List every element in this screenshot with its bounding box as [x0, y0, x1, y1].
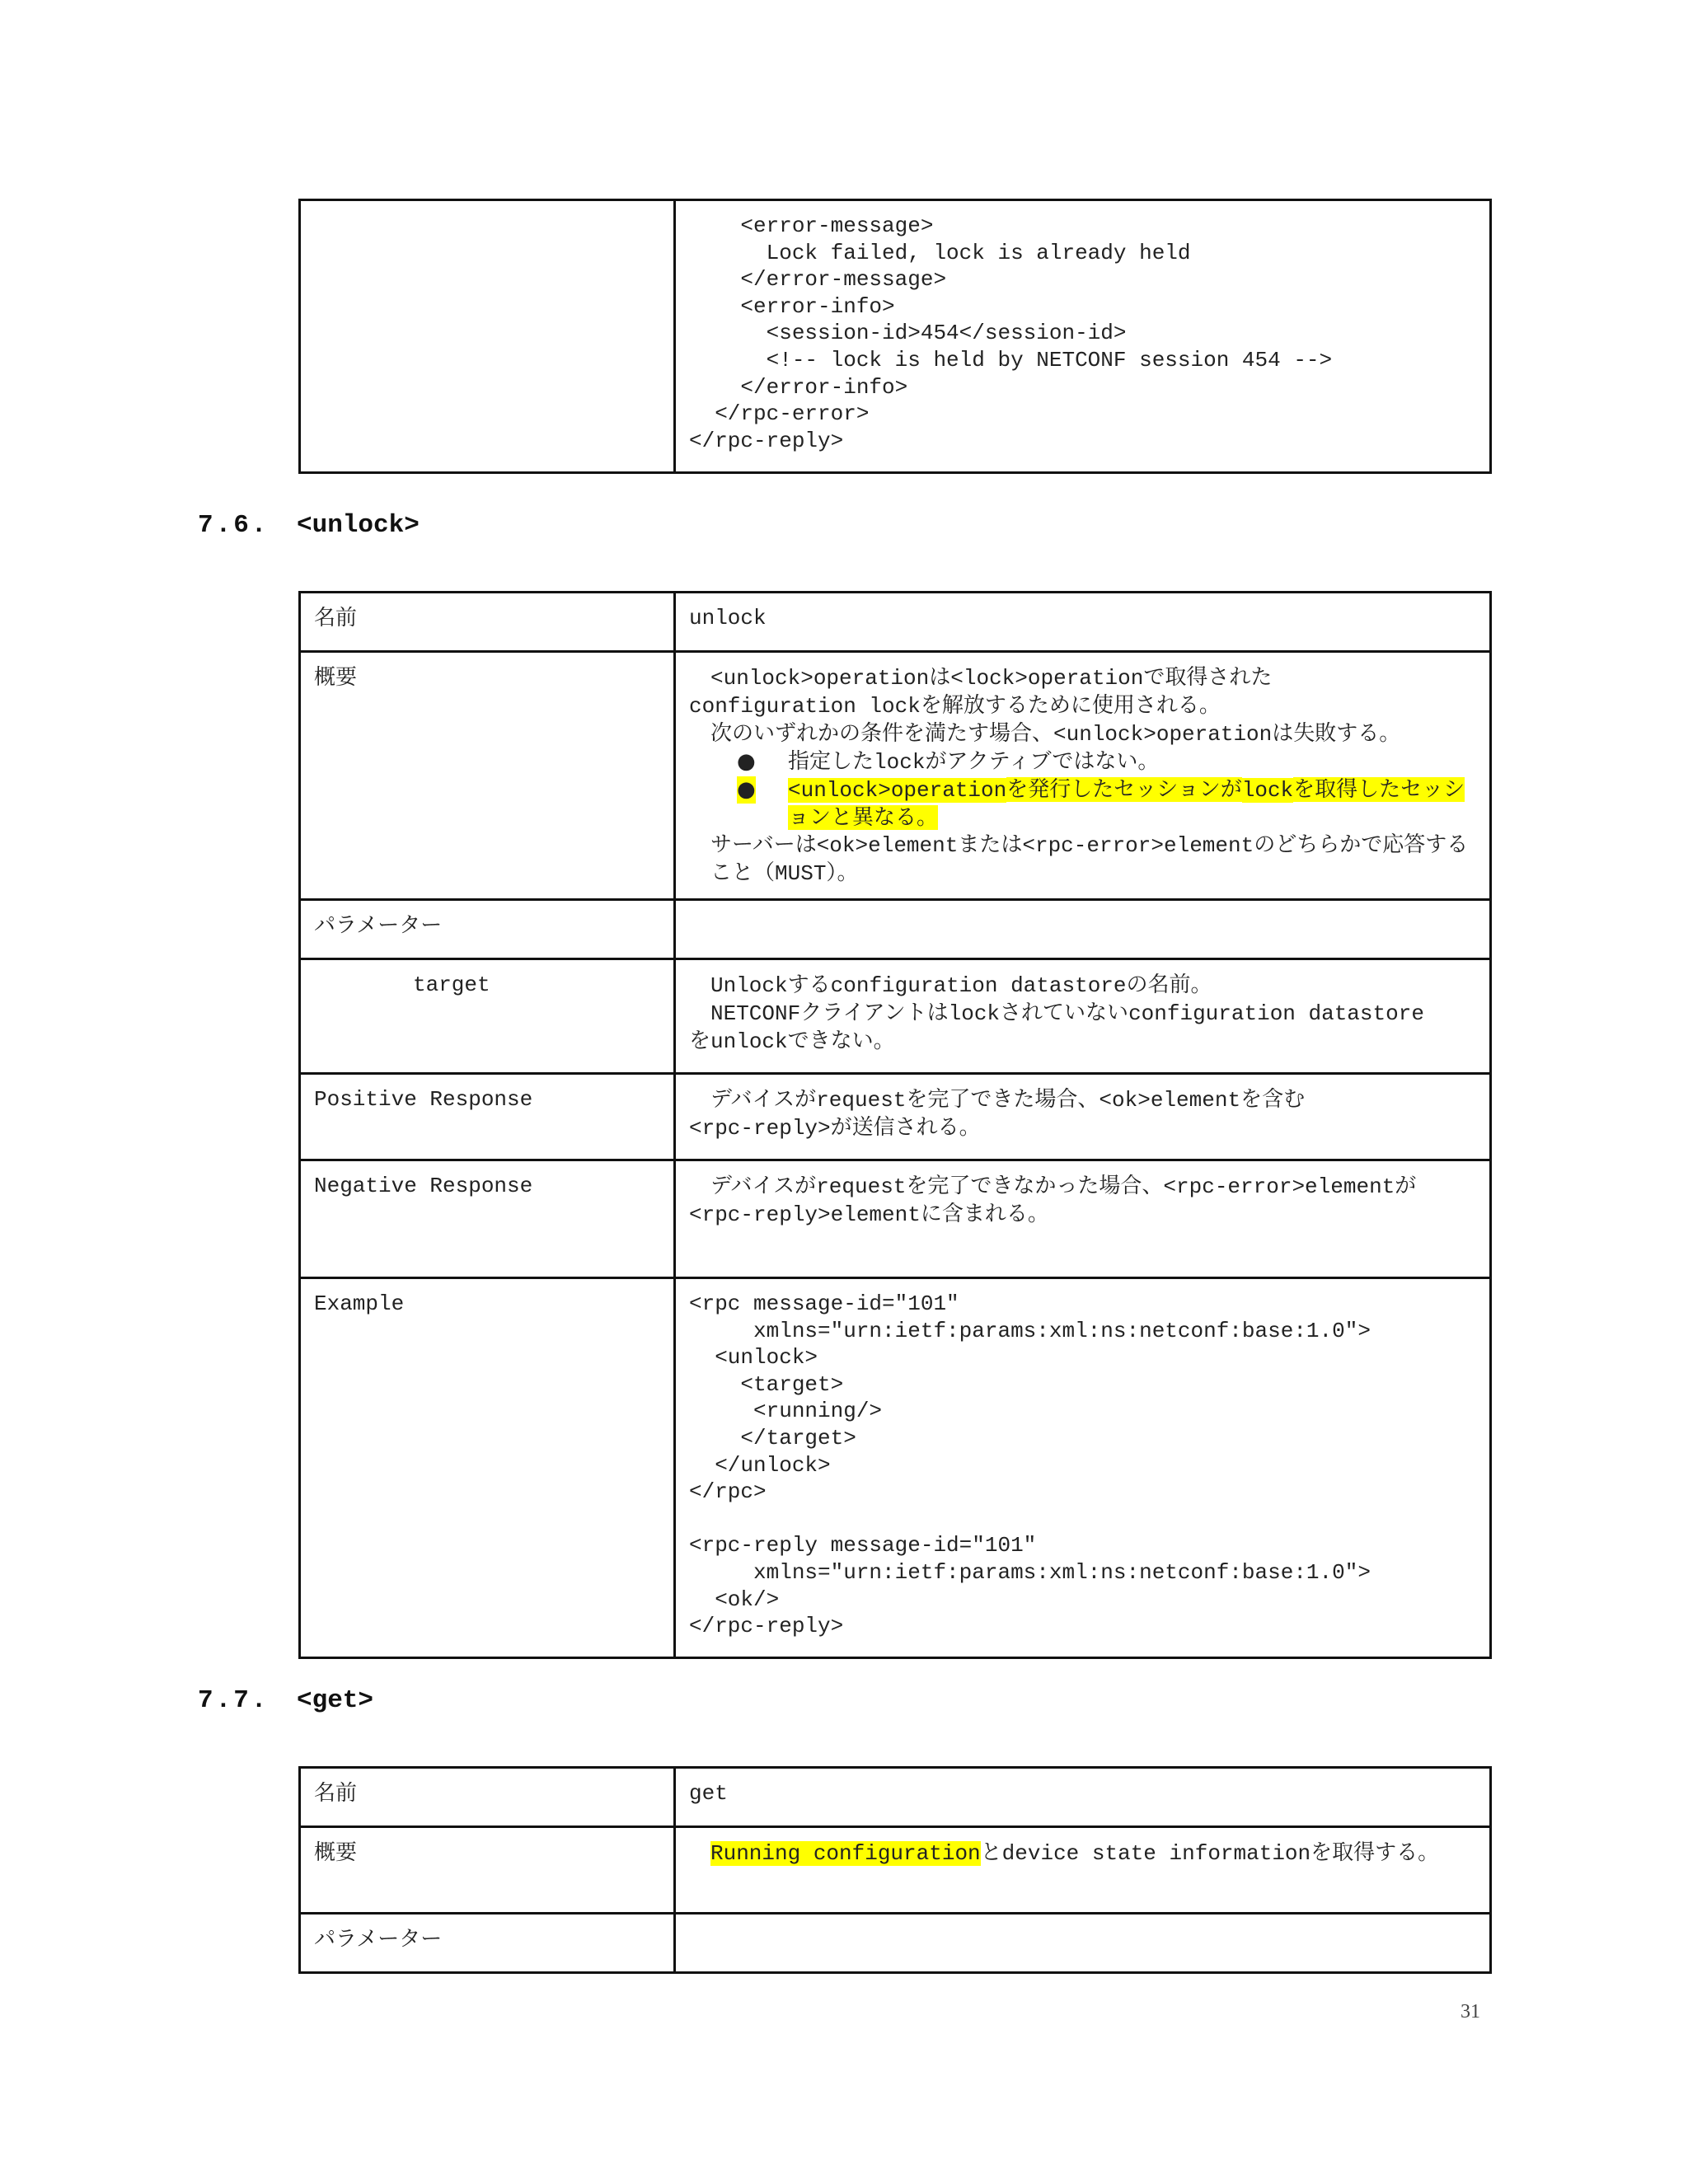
positive-response-desc: デバイスがrequestを完了できた場合、<ok>elementを含む <rpc-reply>が送信される。: [675, 1074, 1491, 1160]
example-label: Example: [300, 1278, 675, 1658]
name-label: 名前: [300, 593, 675, 652]
unlock-example-code: <rpc message-id="101" xmlns="urn:ietf:params:xml:ns:netconf:base:1.0"> <unlock> <target> <running/> </target> </unlock> </rpc> <rpc-reply message-id="101" xmlns="urn:ietf:params:xml:ns:netconf:base:1.0"> <ok/> </rpc-reply>: [689, 1291, 1371, 1639]
table-row: [300, 1914, 1491, 1973]
example-code-cell: [675, 1278, 1491, 1658]
example-code-cell: [675, 200, 1491, 473]
get-table: [298, 1766, 1492, 1974]
params-label: パラメーター: [300, 900, 675, 959]
table-row: [300, 900, 1491, 959]
summary-label: 概要: [300, 1827, 675, 1914]
summary-paragraph-2: 次のいずれかの条件を満たす場合、<unlock>operationは失敗する。: [710, 721, 1401, 747]
table-row: [300, 200, 1491, 473]
table-row: [300, 1768, 1491, 1827]
name-value: unlock: [675, 593, 1491, 652]
section-title: <get>: [297, 1686, 374, 1715]
unlock-table: [298, 591, 1492, 1659]
table-row: [300, 959, 1491, 1074]
page-number: 31: [1461, 2001, 1480, 2022]
table-row: [300, 1074, 1491, 1160]
section-number: 7.7.: [198, 1686, 270, 1715]
summary-paragraph-1: <unlock>operationは<lock>operationで取得された configuration lockを解放するために使用される。: [689, 665, 1273, 719]
section-number: 7.6.: [198, 511, 270, 540]
table-row: [300, 1827, 1491, 1914]
name-value: get: [675, 1768, 1491, 1827]
list-item: ● 指定したlockがアクティブではない。: [737, 749, 1160, 775]
highlighted-text: Running configuration: [710, 1841, 981, 1866]
section-heading-get: [198, 1686, 373, 1715]
table-row: [300, 1278, 1491, 1658]
table-row: [300, 593, 1491, 652]
target-label: target: [300, 959, 675, 1074]
params-label: パラメーター: [300, 1914, 675, 1973]
target-desc: Unlockするconfiguration datastoreの名前。 NETCONFクライアントはlockされていないconfiguration datastore をunlockできない。: [675, 959, 1491, 1074]
summary-paragraph-3: サーバーは<ok>elementまたは<rpc-error>elementのどちらかで応答すること（MUST）。: [710, 832, 1469, 886]
negative-response-desc: デバイスがrequestを完了できなかった場合、<rpc-error>elementが <rpc-reply>elementに含まれる。: [675, 1160, 1491, 1278]
list-item-highlighted: ● <unlock>operationを発行したセッションがlockを取得したセッションと異なる。: [737, 777, 1465, 830]
summary-label: 概要: [300, 652, 675, 900]
params-value: [675, 900, 1491, 959]
section-heading-unlock: [198, 511, 420, 540]
table-row: [300, 1160, 1491, 1278]
top-example-table: [298, 199, 1492, 474]
params-value: [675, 1914, 1491, 1973]
empty-label-cell: [300, 200, 675, 473]
summary-cell: [675, 652, 1491, 900]
error-reply-code: <error-message> Lock failed, lock is already held </error-message> <error-info> <session-id>454</session-id> <!-- lock is held by NETCONF session 454 --> </error-info> </rpc-error> </rpc-reply>: [689, 213, 1333, 453]
positive-response-label: Positive Response: [300, 1074, 675, 1160]
table-row: [300, 652, 1491, 900]
name-label: 名前: [300, 1768, 675, 1827]
summary-cell: Running configurationとdevice state informationを取得する。: [675, 1827, 1491, 1914]
negative-response-label: Negative Response: [300, 1160, 675, 1278]
section-title: <unlock>: [297, 511, 420, 540]
